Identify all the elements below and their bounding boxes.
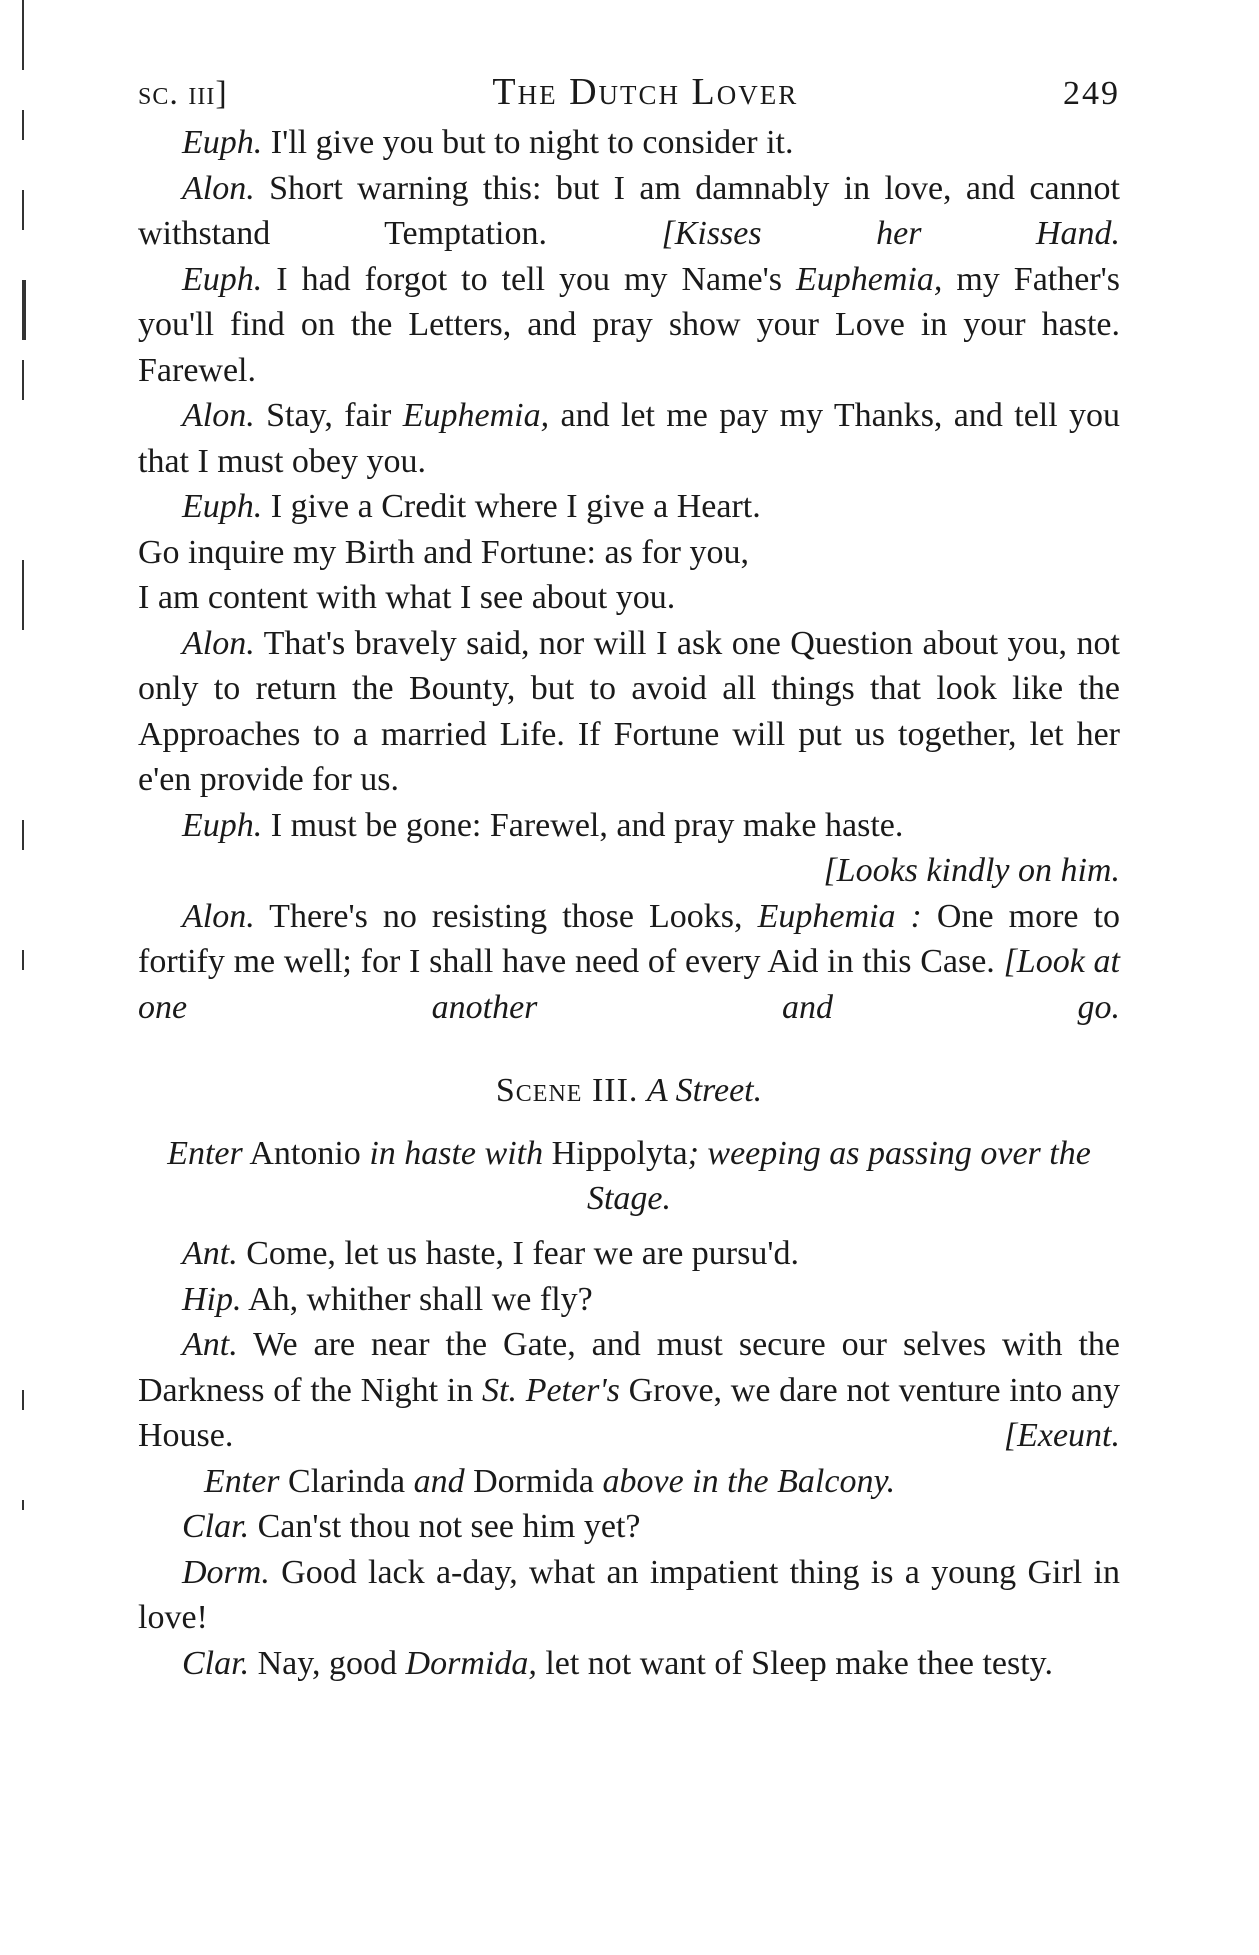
speech (138, 1641, 1120, 1687)
speech-text: and let me pay my Thanks, and tell you that I must obey you. (138, 397, 1121, 480)
speech-text: That's bravely said, nor will I ask one Question about you, not only to return the Bounty, but to avoid all things that look like the Approaches to a married Life. If Fortune will put us together, let her e'en provide for us. (138, 624, 1120, 798)
place-name: St. Peter's (482, 1371, 620, 1409)
verse-line: Go inquire my Birth and Fortune: as for you, (138, 533, 749, 571)
speech-text: Stay, fair (266, 397, 392, 434)
speaker-name: Hip. (182, 1280, 242, 1318)
character-name: Clarinda (288, 1462, 406, 1500)
speaker-name: Ant. (182, 1326, 238, 1363)
speech-text: my Father's you'll find on the Letters, and pray show your Love in your haste. Farewel. (138, 260, 1120, 389)
speech-text: We are near the Gate, and must secure our selves with the Darkness of the Night in (138, 1326, 1121, 1409)
verse-line (138, 484, 1120, 530)
running-header (138, 70, 1120, 116)
scene-heading (138, 1068, 1120, 1113)
speech-text: Grove, we dare not venture into any House. (138, 1371, 1121, 1454)
direction-word: above in the Balcony. (602, 1462, 896, 1500)
verse-text: I give a Credit where I give a Heart. (270, 488, 761, 525)
speech-text: I'll give you but to night to consider it. (270, 124, 794, 161)
entrance-direction (138, 1459, 1120, 1505)
character-name: Dormida, (405, 1644, 537, 1682)
direction-word: Enter (204, 1462, 280, 1500)
stage-direction: [Kisses her Hand. (661, 215, 1120, 252)
speech (138, 1550, 1120, 1641)
scene-number: Scene III. (495, 1072, 639, 1109)
speaker-name: Euph. (182, 806, 263, 844)
speaker-name: Euph. (182, 260, 263, 298)
running-title: The Dutch Lover (492, 71, 799, 113)
speech-text: There's no resisting those Looks, (269, 897, 743, 935)
stage-direction: [Looks kindly on him. (823, 852, 1120, 889)
speech-text: Short warning this: but I am damnably in love, and cannot withstand Temptation. (138, 169, 1121, 252)
speaker-name: Ant. (182, 1235, 238, 1272)
speech (138, 1322, 1120, 1459)
speech (138, 120, 1120, 166)
speaker-name: Alon. (182, 169, 255, 207)
section-marker: sc. iii] (138, 75, 228, 112)
speech (138, 1504, 1120, 1550)
speaker-name: Alon. (182, 624, 255, 662)
direction-word: Enter (167, 1135, 243, 1172)
speech-text: Come, let us haste, I fear we are pursu'd. (246, 1235, 799, 1272)
page-number: 249 (1062, 75, 1120, 112)
speech-text: Ah, whither shall we fly? (248, 1280, 593, 1318)
direction-word: and (413, 1462, 465, 1500)
speech (138, 166, 1120, 257)
speech-text: Nay, good (257, 1644, 398, 1682)
speech-text: Good lack a-day, what an impatient thing is a young Girl in love! (138, 1553, 1120, 1636)
speaker-name: Euph. (182, 488, 263, 525)
speech-text: Can'st thou not see him yet? (257, 1508, 641, 1545)
scene-location: A Street. (646, 1072, 763, 1109)
character-name: Euphemia, (402, 397, 550, 434)
direction-word: in haste with (369, 1135, 544, 1172)
speech (138, 1231, 1120, 1277)
stage-direction: [Look at one another and go. (138, 943, 1121, 1026)
speech (138, 393, 1120, 484)
speech-text: One more to fortify me well; for I shall have need of every Aid in this Case. (138, 897, 1120, 980)
speech-text: let not want of Sleep make thee testy. (545, 1644, 1053, 1682)
speech (138, 621, 1120, 803)
character-name: Hippolyta (551, 1135, 688, 1172)
stage-direction: [Exeunt. (1003, 1417, 1120, 1454)
speech (138, 894, 1120, 1031)
character-name: Antonio (249, 1135, 361, 1172)
speaker-name: Alon. (182, 397, 255, 434)
character-name: Euphemia : (757, 897, 922, 935)
speech (138, 1277, 1120, 1323)
direction-word: ; weeping as passing over the Stage. (586, 1135, 1091, 1217)
speech (138, 257, 1120, 394)
entrance-direction (138, 1131, 1120, 1221)
speech-text: I must be gone: Farewel, and pray make haste. (270, 806, 904, 844)
speaker-name: Alon. (182, 897, 255, 935)
verse-line: I am content with what I see about you. (138, 579, 676, 616)
speaker-name: Dorm. (182, 1553, 270, 1591)
speaker-name: Clar. (182, 1508, 250, 1545)
speech-text: I had forgot to tell you my Name's (276, 260, 782, 298)
speech (138, 803, 1120, 849)
character-name: Euphemia, (795, 260, 943, 298)
play-text (138, 120, 1120, 1686)
speaker-name: Clar. (182, 1644, 250, 1682)
character-name: Dormida (473, 1462, 594, 1500)
binding-edge (18, 0, 32, 1955)
book-page (138, 70, 1120, 1686)
speaker-name: Euph. (182, 124, 263, 161)
stage-direction-line (138, 848, 1120, 894)
